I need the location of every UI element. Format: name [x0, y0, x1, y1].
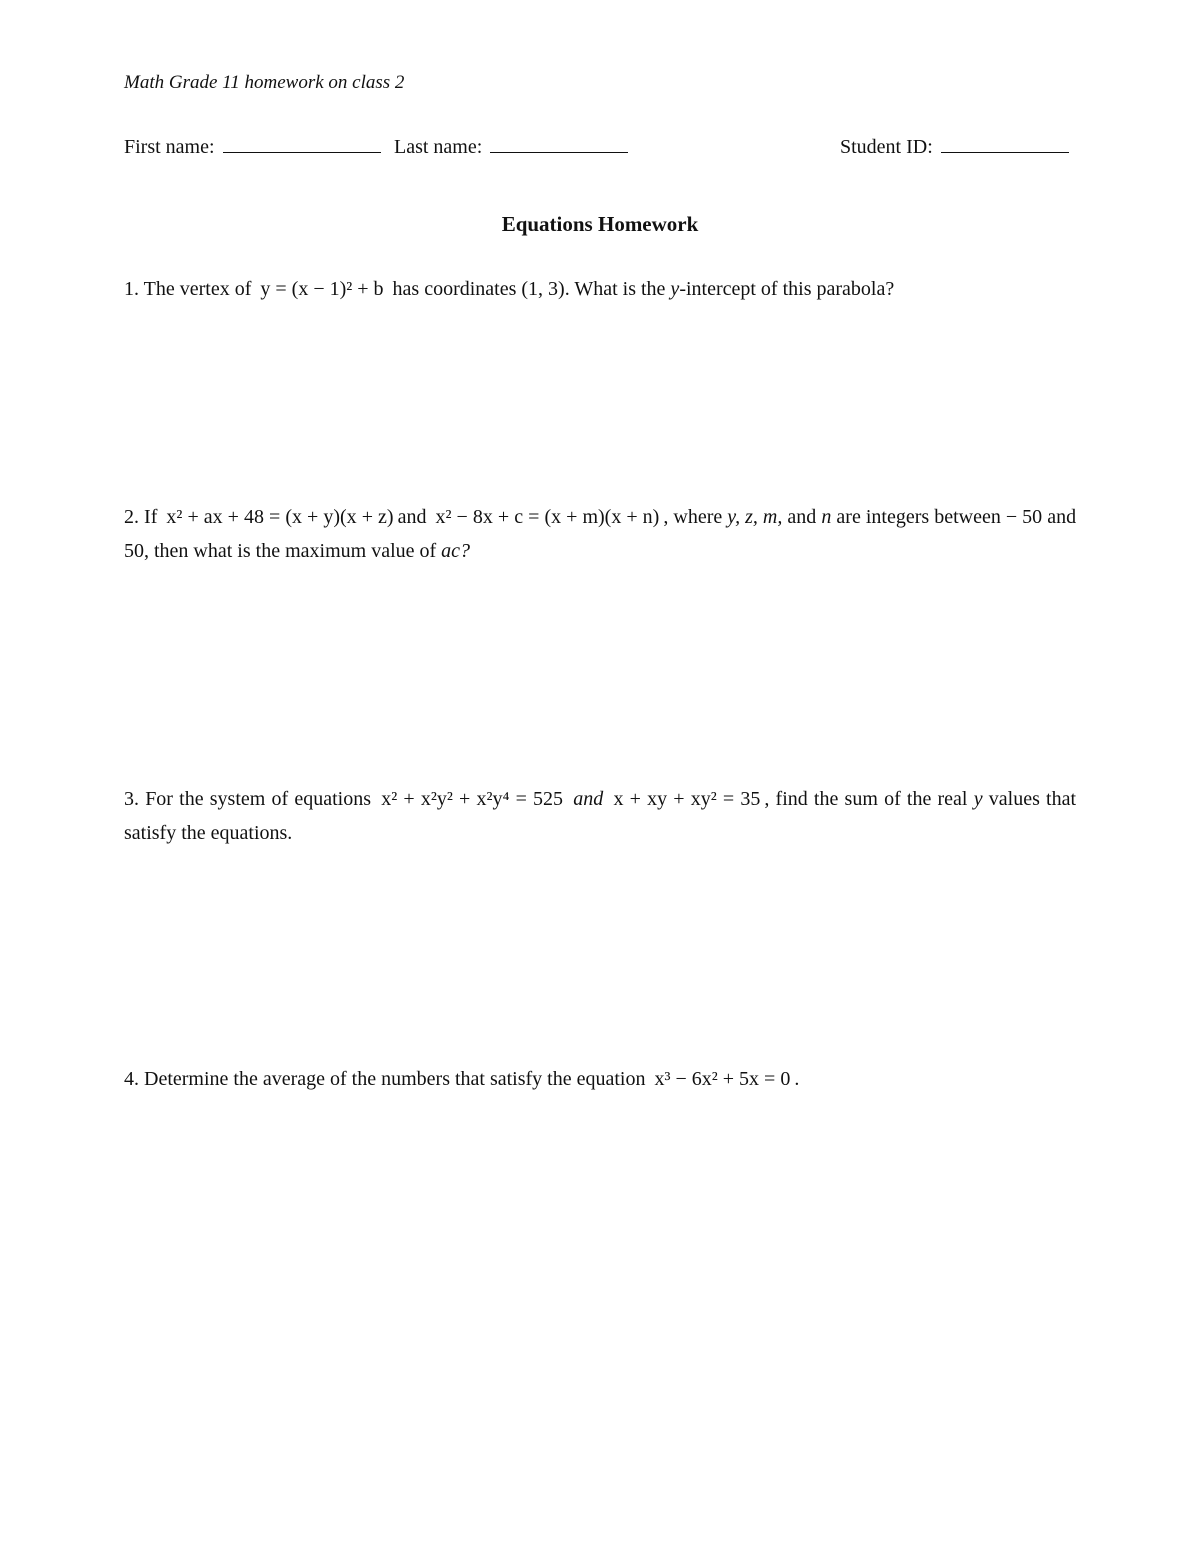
equation: x² + x²y² + x²y⁴ = 525: [381, 788, 564, 810]
question-text: If: [144, 506, 158, 528]
variable: y: [973, 788, 983, 810]
document-title: Equations Homework: [501, 212, 699, 236]
first-name-blank: [223, 134, 381, 153]
equation: x + xy + xy² = 35: [613, 788, 761, 810]
question-text: , where: [663, 506, 723, 528]
last-name-blank: [490, 134, 628, 153]
question-text: Determine the average of the numbers that satisfy the equation: [144, 1068, 646, 1090]
first-name-label: First name:: [124, 136, 215, 158]
student-id-blank: [941, 134, 1069, 153]
equation: x² − 8x + c = (x + m)(x + n): [435, 506, 660, 528]
question-text: .: [794, 1068, 800, 1090]
variable: y: [670, 278, 680, 300]
question-number: 4.: [124, 1068, 139, 1090]
equation: x³ − 6x² + 5x = 0: [654, 1068, 791, 1090]
equation: x² + ax + 48 = (x + y)(x + z): [166, 506, 394, 528]
question-text: values that satisfy the equations.: [124, 788, 1077, 844]
question-text: and: [787, 506, 817, 528]
variable: n: [821, 506, 832, 528]
target-expression: ac?: [441, 540, 471, 562]
variables: y, z, m,: [727, 506, 783, 528]
course-line: Math Grade 11 homework on class 2: [124, 72, 405, 93]
question-text: has coordinates (1, 3). What is the: [392, 278, 666, 300]
last-name-field: [394, 134, 628, 159]
question-number: 2.: [124, 506, 139, 528]
question-3: [124, 782, 1076, 850]
question-text: are integers between − 50 and 50, then what is the maximum value of: [124, 506, 1077, 562]
equation: y = (x − 1)² + b: [260, 278, 384, 300]
question-text: The vertex of: [143, 278, 252, 300]
question-text: For the system of equations: [145, 788, 371, 810]
question-1: [124, 272, 1076, 306]
student-id-label: Student ID:: [840, 136, 933, 158]
question-2: [124, 500, 1076, 568]
student-id-field: [840, 134, 1069, 159]
first-name-field: [124, 134, 381, 159]
question-text: and: [397, 506, 427, 528]
student-info-row: [124, 134, 1076, 164]
conjunction: and: [573, 788, 604, 810]
last-name-label: Last name:: [394, 136, 483, 158]
question-text: -intercept of this parabola?: [679, 278, 895, 300]
question-text: , find the sum of the real: [764, 788, 968, 810]
question-number: 1.: [124, 278, 139, 300]
question-number: 3.: [124, 788, 139, 810]
question-4: [124, 1062, 1076, 1096]
